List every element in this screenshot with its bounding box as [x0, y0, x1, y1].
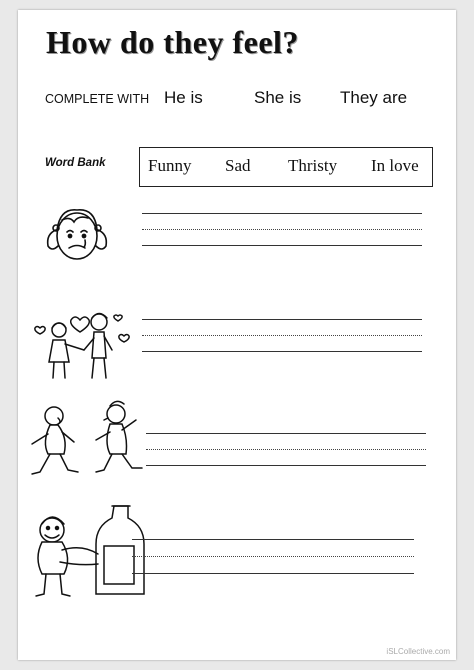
pronoun-he-is: He is [164, 88, 203, 107]
answer-line-1a[interactable] [142, 213, 422, 214]
word-bank-thirsty: Thristy [288, 156, 338, 175]
answer-line-3a[interactable] [146, 433, 426, 434]
instruction-label: COMPLETE WITH [45, 92, 150, 106]
sad-girl-illustration [38, 200, 116, 268]
word-bank-sad: Sad [225, 156, 251, 175]
answer-line-1c[interactable] [142, 245, 422, 246]
word-bank-in-love: In love [371, 156, 419, 175]
word-bank-box [139, 147, 433, 187]
answer-line-3c[interactable] [146, 465, 426, 466]
pronoun-they-are: They are [340, 88, 408, 107]
answer-line-4c[interactable] [132, 573, 414, 574]
pronoun-she-is: She is [254, 88, 302, 107]
answer-line-4b[interactable] [132, 556, 414, 557]
couple-in-love-illustration [34, 300, 134, 388]
answer-line-2c[interactable] [142, 351, 422, 352]
worksheet-title: How do they feel? [46, 24, 299, 60]
worksheet-page [18, 10, 456, 660]
word-bank-label: Word Bank [45, 157, 106, 169]
answer-line-3b[interactable] [146, 449, 426, 450]
word-bank-funny: Funny [148, 156, 192, 175]
funny-man-bottle-illustration [30, 500, 156, 602]
answer-line-2b[interactable] [142, 335, 422, 336]
answer-line-1b[interactable] [142, 229, 422, 230]
answer-line-2a[interactable] [142, 319, 422, 320]
thirsty-runners-illustration [24, 398, 150, 486]
site-watermark: iSLCollective.com [386, 647, 450, 656]
answer-line-4a[interactable] [132, 539, 414, 540]
